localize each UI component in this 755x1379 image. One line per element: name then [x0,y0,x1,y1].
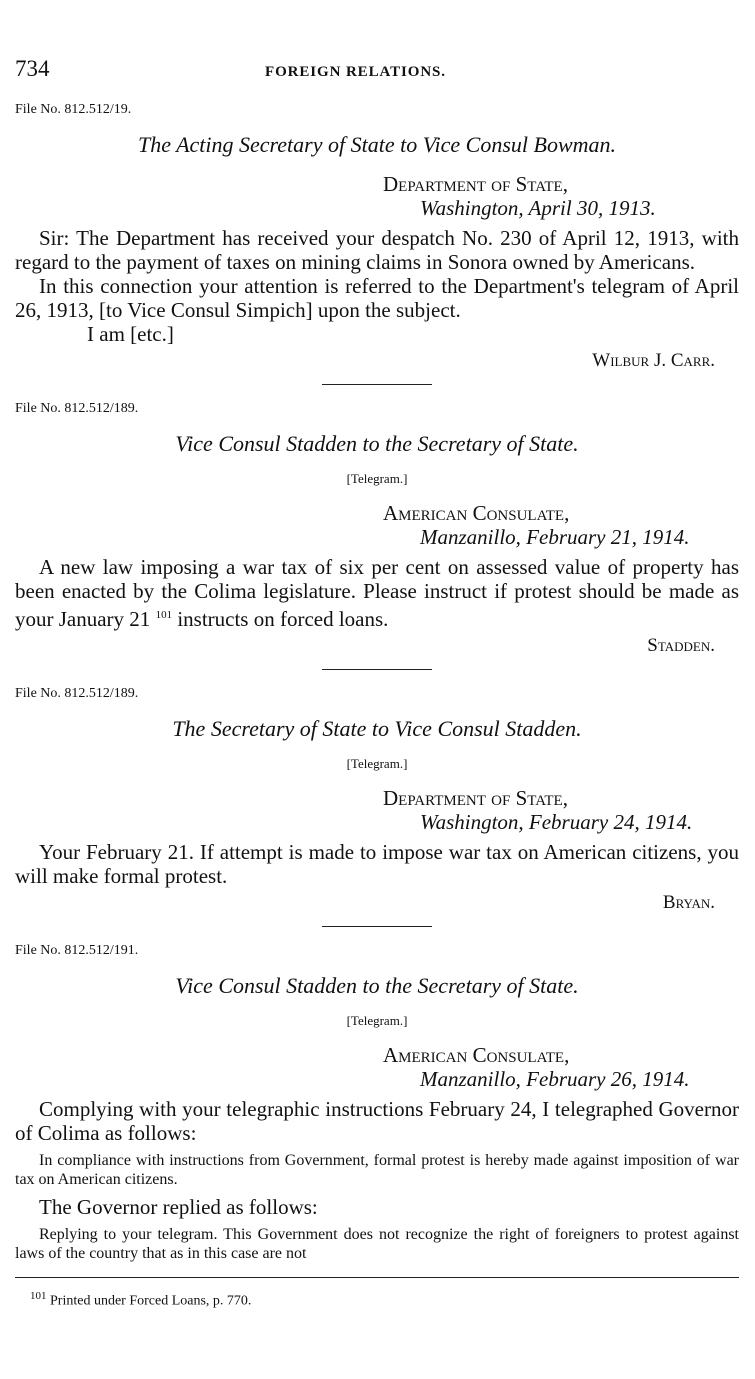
section-divider [322,669,432,670]
dateline-place: American Consulate, [383,501,570,525]
dateline [15,172,739,220]
document-title: Vice Consul Stadden to the Secretary of State. [175,431,579,456]
dateline-place: Department of State, [383,786,568,810]
body-paragraph [15,555,739,631]
quoted-paragraph: In compliance with instructions from Government, formal protest is hereby made against imposition of war tax on American citizens. [15,1152,739,1188]
paragraph-text: instructs on forced loans. [172,607,389,631]
document-title: The Secretary of State to Vice Consul Stadden. [172,716,582,741]
page-number: 734 [15,56,50,81]
document-page [15,56,739,1310]
page-header [15,56,739,86]
file-number: File No. 812.512/191. [15,943,139,958]
body-paragraph: In this connection your attention is referred to the Department's telegram of April 26, 1913, [to Vice Consul Simpich] upon the subject. [15,274,739,322]
dateline-place: Department of State, [383,172,568,196]
running-head: FOREIGN RELATIONS. [265,64,446,80]
document-title: The Acting Secretary of State to Vice Consul Bowman. [137,132,617,157]
signature: Bryan. [662,892,715,913]
file-number: File No. 812.512/189. [15,686,139,701]
document-section [15,401,739,657]
closing: I am [etc.] [87,322,174,346]
footnote-number: 101 [30,1290,47,1302]
section-divider [322,384,432,385]
dateline [15,786,739,834]
dateline [15,501,739,549]
document-section [15,102,739,372]
section-divider [322,926,432,927]
footnote-text: Printed under Forced Loans, p. 770. [46,1293,252,1309]
dateline [15,1043,739,1091]
footnote-divider [15,1277,739,1278]
dateline-date: Manzanillo, February 26, 1914. [420,1067,690,1091]
telegram-label: [Telegram.] [346,1013,408,1028]
signature: Stadden. [647,635,715,656]
body-paragraph: Your February 21. If attempt is made to impose war tax on American citizens, you will make formal protest. [15,840,739,888]
telegram-label: [Telegram.] [346,756,408,771]
body-paragraph: Sir: The Department has received your despatch No. 230 of April 12, 1913, with regard to the payment of taxes on mining claims in Sonora owned by Americans. [15,226,739,274]
body-paragraph: The Governor replied as follows: [39,1195,318,1219]
dateline-date: Washington, February 24, 1914. [420,810,693,834]
file-number: File No. 812.512/189. [15,401,139,416]
signature: Wilbur J. Carr. [592,350,715,371]
quoted-paragraph: Replying to your telegram. This Government does not recognize the right of foreigners to protest against laws of the country that as in this case are not [15,1226,739,1262]
body-paragraph: Complying with your telegraphic instructions February 24, I telegraphed Governor of Colima as follows: [15,1097,739,1145]
dateline-date: Washington, April 30, 1913. [420,196,656,220]
dateline-date: Manzanillo, February 21, 1914. [420,525,690,549]
document-section [15,943,739,1263]
telegram-label: [Telegram.] [346,471,408,486]
footnote-reference: 101 [155,609,173,621]
file-number: File No. 812.512/19. [15,102,132,117]
paragraph-text: A new law imposing a war tax of six per cent on assessed value of property has been enacted by the Colima legislature. Please instruct if protest should be made as your January 21 [15,555,739,631]
document-section [15,686,739,914]
footnote [15,1290,739,1310]
dateline-place: American Consulate, [383,1043,570,1067]
document-title: Vice Consul Stadden to the Secretary of State. [175,973,579,998]
